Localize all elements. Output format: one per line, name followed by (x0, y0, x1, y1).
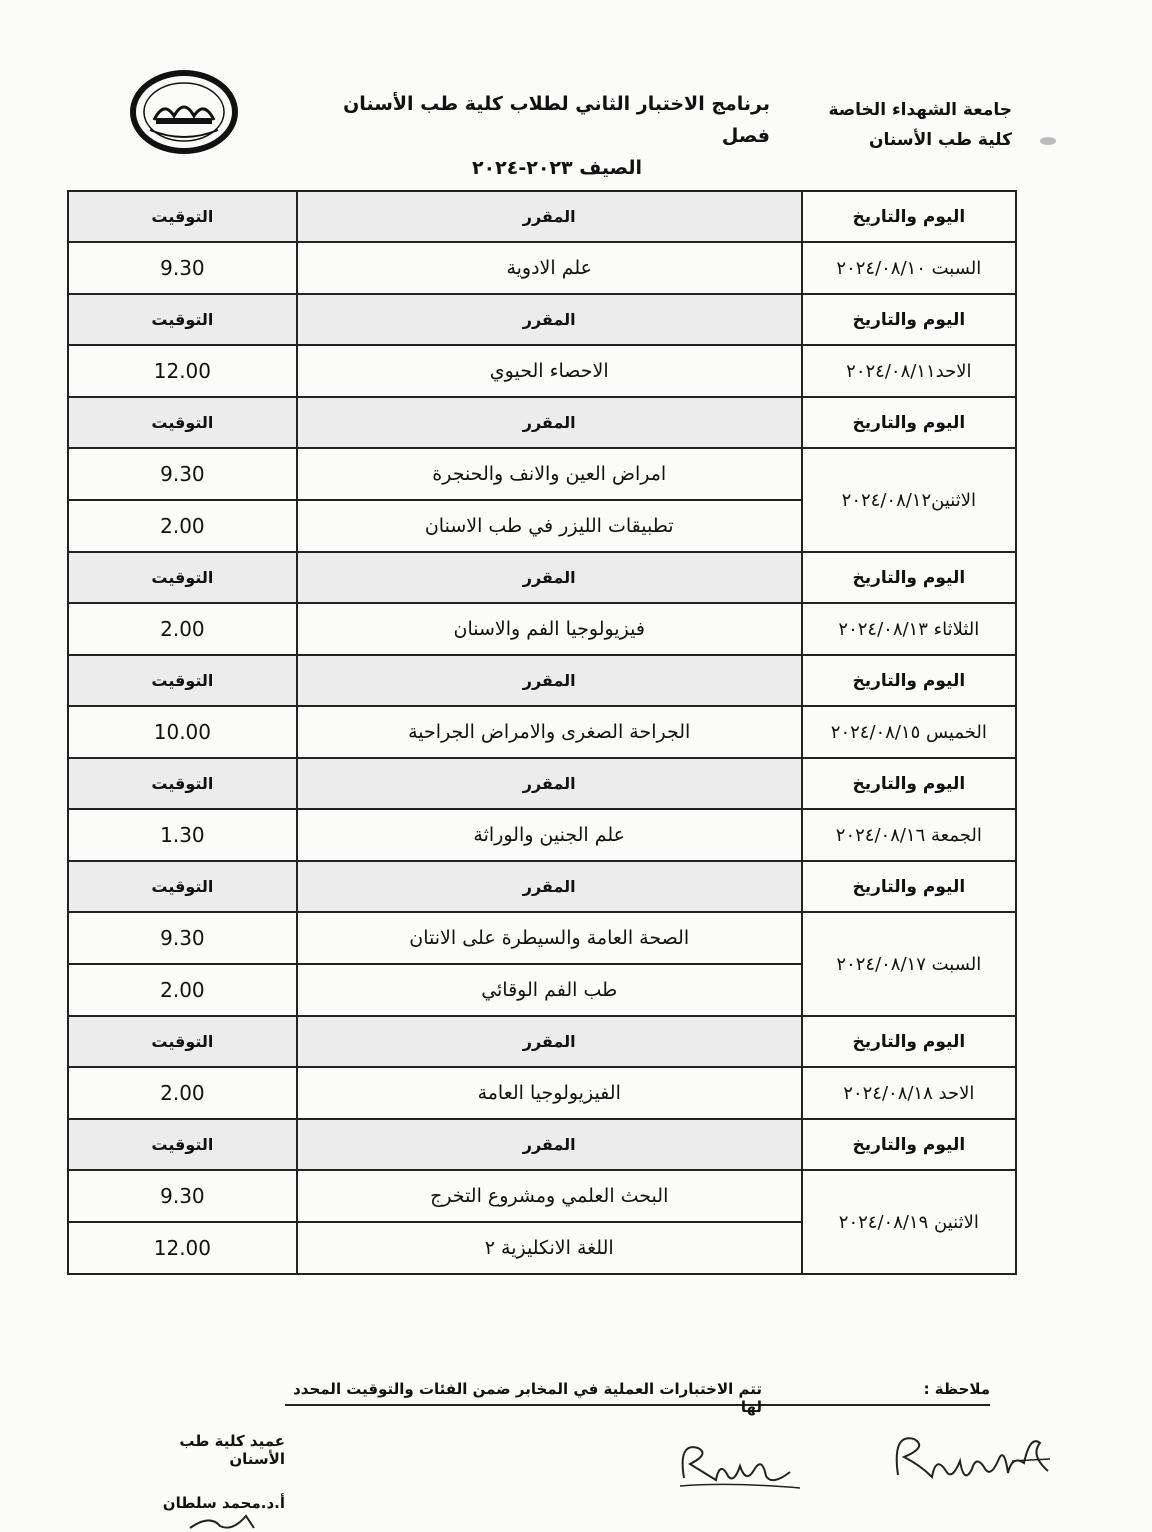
note-label: ملاحظة : (923, 1380, 990, 1398)
dean-block (130, 1432, 285, 1512)
exam-course: اللغة الانكليزية ٢ (297, 1222, 802, 1274)
header-day-date: اليوم والتاريخ (802, 1016, 1016, 1067)
exam-time: 10.00 (68, 706, 297, 758)
header-course: المقرر (297, 191, 802, 242)
note-text: تتم الاختبارات العملية في المخابر ضمن الفئات والتوقيت المحدد لها (293, 1380, 762, 1416)
exam-time: 12.00 (68, 345, 297, 397)
note-line (285, 1378, 990, 1416)
header-day-date: اليوم والتاريخ (802, 1119, 1016, 1170)
header-course: المقرر (297, 294, 802, 345)
header-course: المقرر (297, 1119, 802, 1170)
exam-day-date: الاثنين ٢٠٢٤/٠٨/١٩ (802, 1170, 1016, 1274)
table-row (68, 912, 1016, 964)
scan-mark (1040, 137, 1056, 145)
exam-day-date: الجمعة ٢٠٢٤/٠٨/١٦ (802, 809, 1016, 861)
table-header-row (68, 1119, 1016, 1170)
dean-title: عميد كلية طب الأسنان (179, 1432, 285, 1468)
exam-course: طب الفم الوقائي (297, 964, 802, 1016)
faculty-name: كلية طب الأسنان (869, 130, 1012, 150)
exam-course: الاحصاء الحيوي (297, 345, 802, 397)
exam-time: 9.30 (68, 912, 297, 964)
university-seal-icon (130, 70, 238, 154)
dean-name: أ.د.محمد سلطان (162, 1494, 285, 1512)
header-day-date: اليوم والتاريخ (802, 655, 1016, 706)
exam-time: 9.30 (68, 242, 297, 294)
exam-time: 9.30 (68, 1170, 297, 1222)
institution-block (828, 95, 1012, 155)
exam-day-date: الثلاثاء ٢٠٢٤/٠٨/١٣ (802, 603, 1016, 655)
exam-schedule-table (67, 190, 1017, 1275)
exam-course: تطبيقات الليزر في طب الاسنان (297, 500, 802, 552)
header-time: التوقيت (68, 294, 297, 345)
document-title (300, 88, 770, 184)
header-time: التوقيت (68, 552, 297, 603)
exam-day-date: الاحد ٢٠٢٤/٠٨/١٨ (802, 1067, 1016, 1119)
header-course: المقرر (297, 397, 802, 448)
header-day-date: اليوم والتاريخ (802, 758, 1016, 809)
header-time: التوقيت (68, 1016, 297, 1067)
title-line-2: الصيف ٢٠٢٣-٢٠٢٤ (471, 157, 642, 179)
document-header (0, 0, 1152, 185)
exam-time: 2.00 (68, 964, 297, 1016)
header-day-date: اليوم والتاريخ (802, 552, 1016, 603)
exam-day-date: الخميس ٢٠٢٤/٠٨/١٥ (802, 706, 1016, 758)
header-time: التوقيت (68, 1119, 297, 1170)
header-time: التوقيت (68, 191, 297, 242)
exam-time: 12.00 (68, 1222, 297, 1274)
header-course: المقرر (297, 552, 802, 603)
university-name: جامعة الشهداء الخاصة (828, 100, 1012, 120)
exam-day-date: السبت ٢٠٢٤/٠٨/١٠ (802, 242, 1016, 294)
table-header-row (68, 655, 1016, 706)
exam-time: 1.30 (68, 809, 297, 861)
exam-course: الصحة العامة والسيطرة على الانتان (297, 912, 802, 964)
exam-course: الجراحة الصغرى والامراض الجراحية (297, 706, 802, 758)
exam-time: 9.30 (68, 448, 297, 500)
table-row (68, 345, 1016, 397)
exam-time: 2.00 (68, 500, 297, 552)
table-row (68, 809, 1016, 861)
table-row (68, 242, 1016, 294)
table-row (68, 603, 1016, 655)
exam-day-date: الاثنين٢٠٢٤/٠٨/١٢ (802, 448, 1016, 552)
signature-3 (150, 1510, 290, 1532)
exam-time: 2.00 (68, 603, 297, 655)
table-row (68, 1170, 1016, 1222)
exam-course: فيزيولوجيا الفم والاسنان (297, 603, 802, 655)
header-time: التوقيت (68, 397, 297, 448)
table-row (68, 1067, 1016, 1119)
exam-course: الفيزيولوجيا العامة (297, 1067, 802, 1119)
header-time: التوقيت (68, 655, 297, 706)
table-row (68, 448, 1016, 500)
header-day-date: اليوم والتاريخ (802, 294, 1016, 345)
header-day-date: اليوم والتاريخ (802, 191, 1016, 242)
header-time: التوقيت (68, 861, 297, 912)
table-header-row (68, 1016, 1016, 1067)
table-header-row (68, 294, 1016, 345)
exam-course: امراض العين والانف والحنجرة (297, 448, 802, 500)
exam-course: البحث العلمي ومشروع التخرج (297, 1170, 802, 1222)
header-course: المقرر (297, 655, 802, 706)
header-course: المقرر (297, 1016, 802, 1067)
header-day-date: اليوم والتاريخ (802, 397, 1016, 448)
header-time: التوقيت (68, 758, 297, 809)
table-header-row (68, 552, 1016, 603)
table-header-row (68, 191, 1016, 242)
exam-day-date: السبت ٢٠٢٤/٠٨/١٧ (802, 912, 1016, 1016)
exam-course: علم الادوية (297, 242, 802, 294)
exam-day-date: الاحد٢٠٢٤/٠٨/١١ (802, 345, 1016, 397)
header-course: المقرر (297, 861, 802, 912)
exam-course: علم الجنين والوراثة (297, 809, 802, 861)
table-header-row (68, 397, 1016, 448)
signature-2 (880, 1425, 1060, 1505)
table-header-row (68, 758, 1016, 809)
title-line-1: برنامج الاختبار الثاني لطلاب كلية طب الأسنان فصل (343, 93, 770, 147)
header-course: المقرر (297, 758, 802, 809)
exam-time: 2.00 (68, 1067, 297, 1119)
header-day-date: اليوم والتاريخ (802, 861, 1016, 912)
table-header-row (68, 861, 1016, 912)
table-row (68, 706, 1016, 758)
signature-1 (670, 1430, 810, 1500)
